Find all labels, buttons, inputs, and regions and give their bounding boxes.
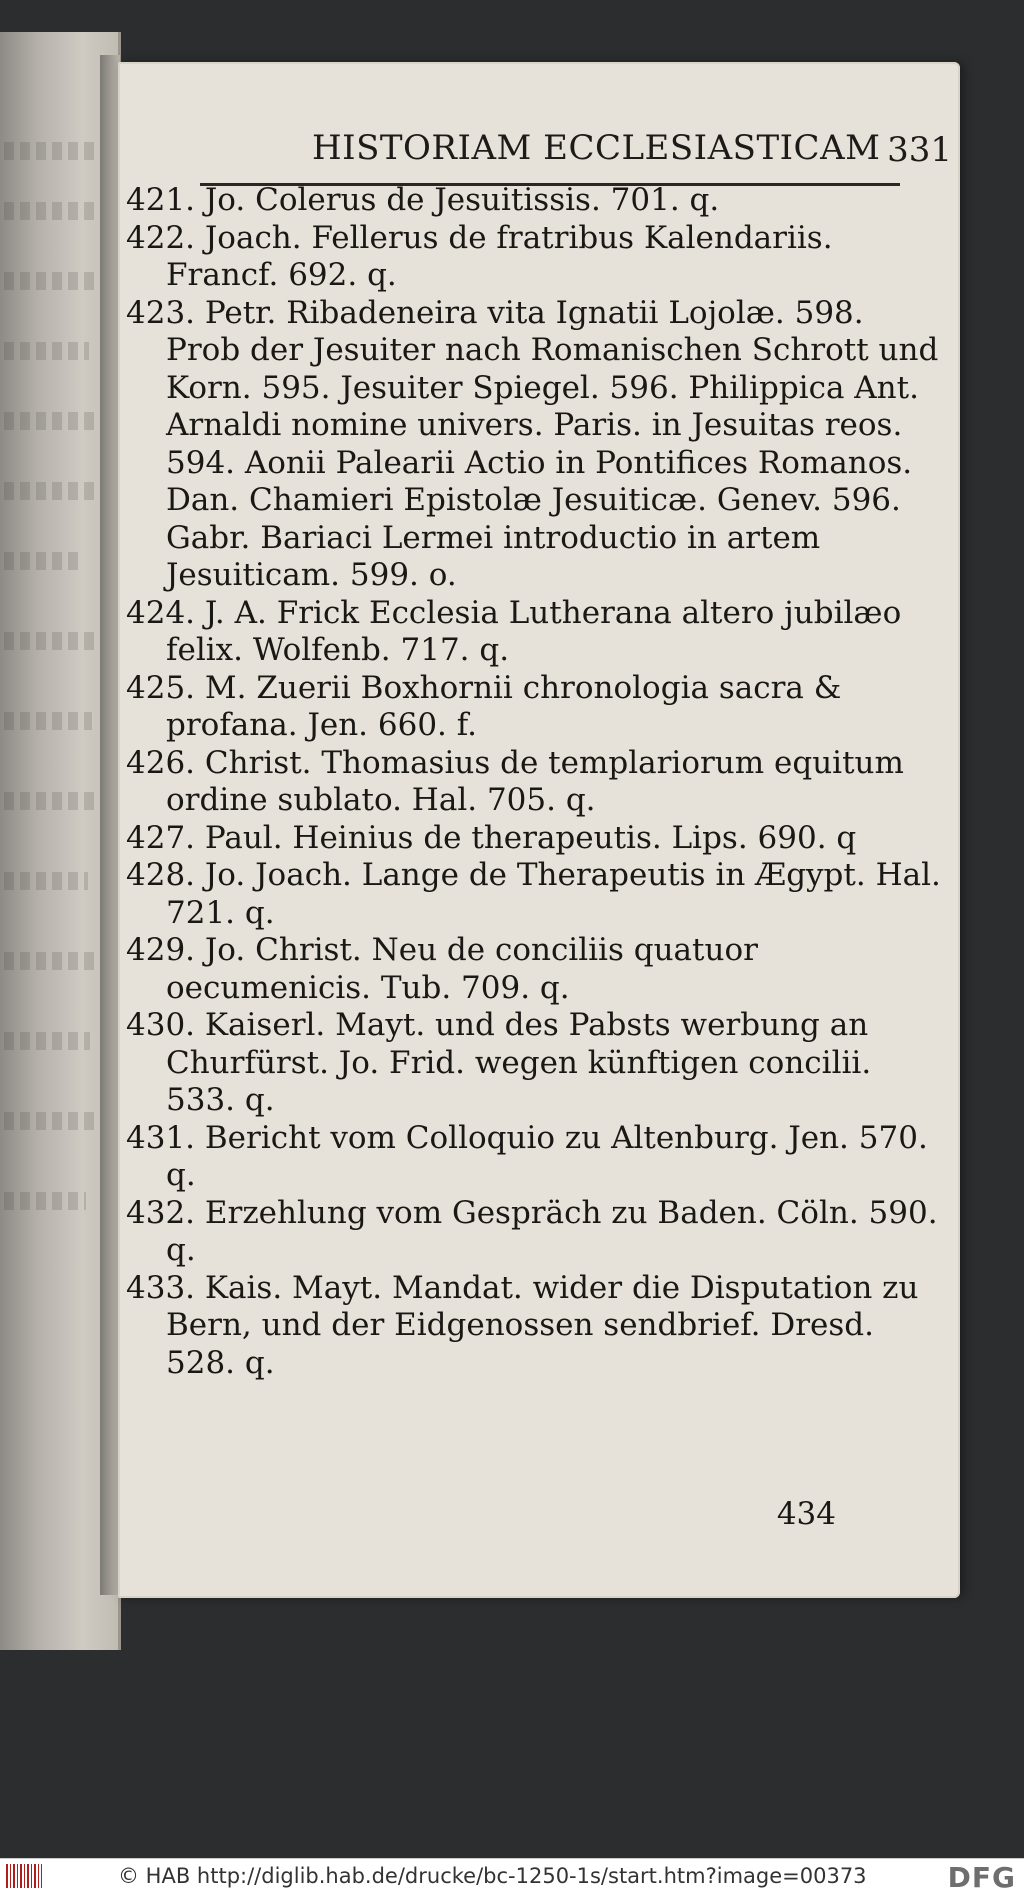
book-page — [118, 62, 960, 1598]
book-gutter — [100, 55, 120, 1595]
bibliography-entry: 431. Bericht vom Colloquio zu Altenburg. Jen. 570. q. — [126, 1119, 928, 1193]
bibliography-entry: 428. Jo. Joach. Lange de Therapeutis in Ægypt. Hal. 721. q. — [126, 857, 941, 931]
bibliography-entry: 432. Erzehlung vom Gespräch zu Baden. Cöln. 590. q. — [126, 1194, 938, 1268]
bibliography-entry: 429. Jo. Christ. Neu de conciliis quatuor oecumenicis. Tub. 709. q. — [126, 932, 758, 1006]
bibliography-entry: 433. Kais. Mayt. Mandat. wider die Disputation zu Bern, und der Eidgenossen sendbrief. Dresd. 528. q. — [126, 1269, 919, 1381]
bibliography-list — [126, 182, 946, 1382]
bibliography-entry: 425. M. Zuerii Boxhornii chronologia sacra & profana. Jen. 660. f. — [126, 669, 842, 743]
bibliography-entry: 421. Jo. Colerus de Jesuitissis. 701. q. — [126, 182, 720, 218]
bibliography-entry: 423. Petr. Ribadeneira vita Ignatii Lojolæ. 598. Prob der Jesuiter nach Romanischen Schrott und Korn. 595. Jesuiter Spiegel. 596. Philippica Ant. Arnaldi nomine univers. Paris. in Jesuitas reos. 594. Aonii Palearii Actio in Pontifices Romanos. Dan. Chamieri Epistolæ Jesuiticæ. Genev. 596. Gabr. Bariaci Lermei introductio in artem Jesuiticam. 599. o. — [126, 294, 939, 593]
running-header — [190, 128, 950, 178]
page-number: 331 — [887, 130, 952, 170]
source-link[interactable]: © HAB http://diglib.hab.de/drucke/bc-1250-1s/start.htm?image=00373 — [118, 1864, 867, 1888]
bibliography-entry: 424. J. A. Frick Ecclesia Lutherana altero jubilæo felix. Wolfenb. 717. q. — [126, 594, 902, 668]
barcode-icon — [6, 1864, 42, 1888]
viewer-footer — [0, 1858, 1024, 1894]
bibliography-entry: 426. Christ. Thomasius de templariorum equitum ordine sublato. Hal. 705. q. — [126, 744, 904, 818]
bibliography-entry: 427. Paul. Heinius de therapeutis. Lips. 690. q — [126, 819, 857, 856]
dfg-logo: DFG — [947, 1861, 1016, 1894]
catchword: 434 — [776, 1496, 836, 1532]
bibliography-entry: 430. Kaiserl. Mayt. und des Pabsts werbung an Churfürst. Jo. Frid. wegen künftigen concilii. 533. q. — [126, 1007, 872, 1118]
running-title: HISTORIAM ECCLESIASTICAM — [312, 128, 881, 168]
bibliography-entry: 422. Joach. Fellerus de fratribus Kalendariis. Francf. 692. q. — [126, 219, 833, 293]
